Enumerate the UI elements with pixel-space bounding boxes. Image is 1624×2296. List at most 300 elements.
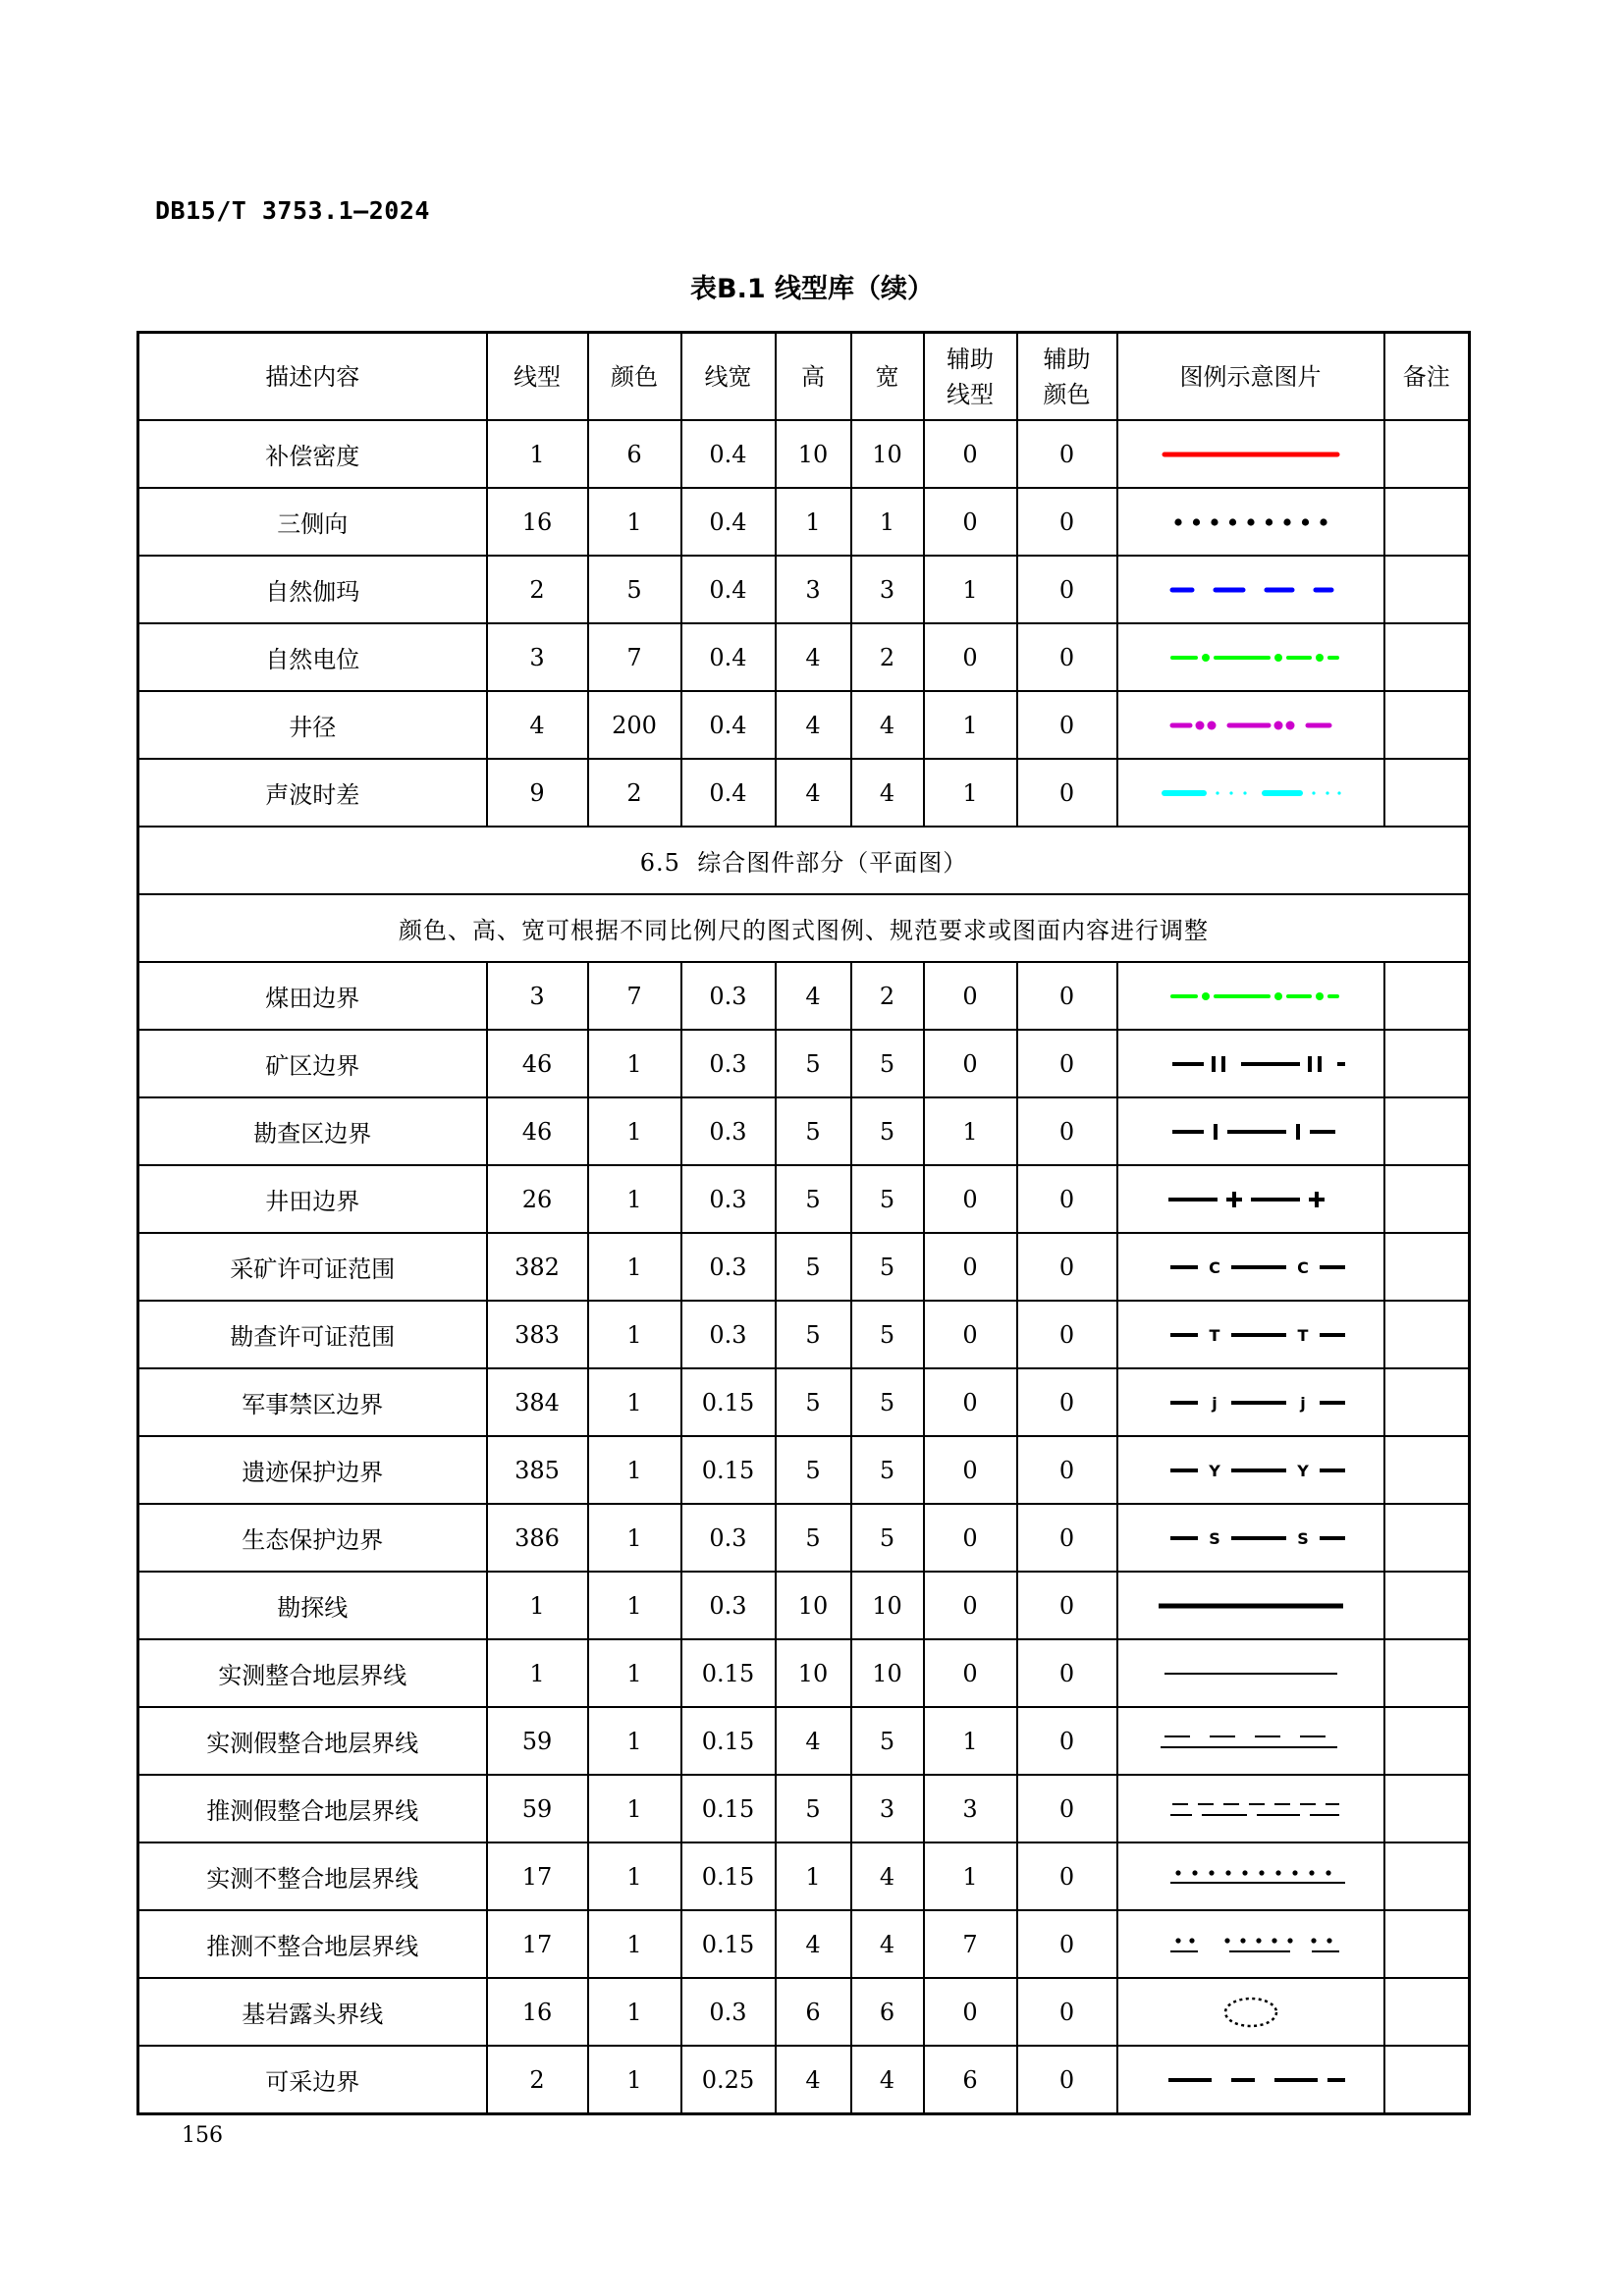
row-height: 5 xyxy=(776,1097,851,1165)
row-note xyxy=(1384,1165,1470,1233)
row-line-type: 46 xyxy=(487,1097,588,1165)
row-note xyxy=(1384,420,1470,488)
table-row xyxy=(138,1301,1470,1368)
row-color: 2 xyxy=(588,759,681,827)
table-row xyxy=(138,1572,1470,1639)
row-aux-color: 0 xyxy=(1017,1504,1117,1572)
row-line-width: 0.15 xyxy=(681,1368,776,1436)
table-title: 表B.1 线型库（续） xyxy=(689,274,935,304)
section-note-row xyxy=(138,894,1470,962)
legend-solid-thin xyxy=(1153,1654,1349,1693)
row-description: 自然伽玛 xyxy=(138,556,487,623)
row-legend xyxy=(1117,1368,1384,1436)
row-width: 4 xyxy=(851,1910,924,1978)
row-width: 4 xyxy=(851,2046,924,2114)
legend-solid-red xyxy=(1153,435,1349,474)
row-height: 10 xyxy=(776,1639,851,1707)
row-aux-color: 0 xyxy=(1017,1030,1117,1097)
legend-letter: C xyxy=(1208,1257,1220,1277)
table-row xyxy=(138,2046,1470,2114)
table-row xyxy=(138,1097,1470,1165)
row-line-width: 0.4 xyxy=(681,488,776,556)
row-note xyxy=(1384,623,1470,691)
header-aux-color: 辅助 颜色 xyxy=(1017,333,1117,421)
row-line-width: 0.3 xyxy=(681,1301,776,1368)
row-aux-line-type: 0 xyxy=(924,962,1017,1030)
row-line-type: 2 xyxy=(487,2046,588,2114)
row-color: 1 xyxy=(588,1301,681,1368)
row-description: 勘查许可证范围 xyxy=(138,1301,487,1368)
table-row xyxy=(138,1639,1470,1707)
row-height: 4 xyxy=(776,962,851,1030)
header-height: 高 xyxy=(776,333,851,421)
legend-dashdotdot-purple xyxy=(1153,706,1349,745)
row-aux-line-type: 0 xyxy=(924,623,1017,691)
row-note xyxy=(1384,2046,1470,2114)
row-note xyxy=(1384,1368,1470,1436)
row-description: 声波时差 xyxy=(138,759,487,827)
header-line-width: 线宽 xyxy=(681,333,776,421)
row-color: 1 xyxy=(588,1842,681,1910)
page-number: 156 xyxy=(182,2123,223,2148)
row-note xyxy=(1384,1639,1470,1707)
row-height: 4 xyxy=(776,2046,851,2114)
row-aux-color: 0 xyxy=(1017,691,1117,759)
row-legend xyxy=(1117,420,1384,488)
row-color: 1 xyxy=(588,2046,681,2114)
legend-letter: C xyxy=(1296,1257,1309,1277)
row-line-width: 0.4 xyxy=(681,420,776,488)
row-aux-line-type: 0 xyxy=(924,420,1017,488)
row-color: 200 xyxy=(588,691,681,759)
row-height: 5 xyxy=(776,1436,851,1504)
row-aux-color: 0 xyxy=(1017,1978,1117,2046)
table-body-composite xyxy=(138,962,1470,2114)
row-color: 1 xyxy=(588,1775,681,1842)
legend-letter: Y xyxy=(1296,1461,1309,1480)
row-aux-line-type: 0 xyxy=(924,1639,1017,1707)
row-line-width: 0.4 xyxy=(681,691,776,759)
row-color: 1 xyxy=(588,1233,681,1301)
legend-dots-over-line xyxy=(1153,1857,1349,1896)
row-legend xyxy=(1117,1572,1384,1639)
row-line-type: 46 xyxy=(487,1030,588,1097)
row-note xyxy=(1384,1910,1470,1978)
row-height: 10 xyxy=(776,1572,851,1639)
row-line-width: 0.4 xyxy=(681,623,776,691)
row-line-type: 3 xyxy=(487,962,588,1030)
document-id: DB15/T 3753.1—2024 xyxy=(155,196,430,225)
row-color: 1 xyxy=(588,488,681,556)
row-width: 5 xyxy=(851,1368,924,1436)
row-color: 7 xyxy=(588,623,681,691)
table-row xyxy=(138,1436,1470,1504)
row-aux-line-type: 1 xyxy=(924,759,1017,827)
row-line-width: 0.3 xyxy=(681,1165,776,1233)
legend-dash-letter xyxy=(1153,1383,1349,1422)
row-legend xyxy=(1117,1639,1384,1707)
row-height: 5 xyxy=(776,1301,851,1368)
legend-letter: T xyxy=(1209,1325,1219,1345)
header-description: 描述内容 xyxy=(138,333,487,421)
row-legend xyxy=(1117,759,1384,827)
row-width: 3 xyxy=(851,556,924,623)
row-width: 2 xyxy=(851,962,924,1030)
row-width: 4 xyxy=(851,1842,924,1910)
row-aux-line-type: 1 xyxy=(924,691,1017,759)
row-note xyxy=(1384,1775,1470,1842)
row-line-width: 0.3 xyxy=(681,962,776,1030)
row-color: 6 xyxy=(588,420,681,488)
row-line-width: 0.15 xyxy=(681,1707,776,1775)
row-description: 补偿密度 xyxy=(138,420,487,488)
row-aux-line-type: 0 xyxy=(924,1301,1017,1368)
row-aux-line-type: 7 xyxy=(924,1910,1017,1978)
row-line-width: 0.3 xyxy=(681,1233,776,1301)
row-line-type: 16 xyxy=(487,1978,588,2046)
row-legend xyxy=(1117,488,1384,556)
table-row xyxy=(138,1165,1470,1233)
row-color: 7 xyxy=(588,962,681,1030)
row-width: 4 xyxy=(851,691,924,759)
row-aux-color: 0 xyxy=(1017,1233,1117,1301)
row-line-type: 59 xyxy=(487,1775,588,1842)
legend-dash-letter xyxy=(1153,1315,1349,1355)
row-aux-color: 0 xyxy=(1017,1910,1117,1978)
row-description: 基岩露头界线 xyxy=(138,1978,487,2046)
row-width: 5 xyxy=(851,1030,924,1097)
row-height: 6 xyxy=(776,1978,851,2046)
row-description: 勘查区边界 xyxy=(138,1097,487,1165)
legend-dash-letter xyxy=(1153,1451,1349,1490)
row-legend xyxy=(1117,1910,1384,1978)
row-width: 5 xyxy=(851,1233,924,1301)
row-line-width: 0.25 xyxy=(681,2046,776,2114)
row-note xyxy=(1384,1030,1470,1097)
row-aux-color: 0 xyxy=(1017,1775,1117,1842)
row-aux-color: 0 xyxy=(1017,1301,1117,1368)
table-row xyxy=(138,759,1470,827)
header-legend: 图例示意图片 xyxy=(1117,333,1384,421)
row-aux-line-type: 0 xyxy=(924,1978,1017,2046)
row-legend xyxy=(1117,1436,1384,1504)
row-width: 5 xyxy=(851,1097,924,1165)
row-aux-color: 0 xyxy=(1017,1436,1117,1504)
legend-dash-single-bar xyxy=(1153,1112,1349,1151)
row-note xyxy=(1384,1842,1470,1910)
row-color: 5 xyxy=(588,556,681,623)
row-aux-color: 0 xyxy=(1017,1165,1117,1233)
row-line-type: 17 xyxy=(487,1842,588,1910)
row-description: 实测不整合地层界线 xyxy=(138,1842,487,1910)
row-legend xyxy=(1117,1301,1384,1368)
legend-letter: S xyxy=(1208,1528,1220,1548)
table-row xyxy=(138,623,1470,691)
row-aux-line-type: 0 xyxy=(924,1165,1017,1233)
table-row xyxy=(138,1030,1470,1097)
row-line-type: 384 xyxy=(487,1368,588,1436)
header-width: 宽 xyxy=(851,333,924,421)
row-line-type: 2 xyxy=(487,556,588,623)
row-aux-line-type: 6 xyxy=(924,2046,1017,2114)
row-note xyxy=(1384,1504,1470,1572)
row-legend xyxy=(1117,556,1384,623)
row-line-type: 3 xyxy=(487,623,588,691)
row-line-width: 0.4 xyxy=(681,759,776,827)
legend-dashdot-green xyxy=(1153,638,1349,677)
legend-solid-thick xyxy=(1153,1586,1349,1626)
row-color: 1 xyxy=(588,1707,681,1775)
row-aux-line-type: 1 xyxy=(924,556,1017,623)
row-height: 5 xyxy=(776,1504,851,1572)
row-aux-color: 0 xyxy=(1017,2046,1117,2114)
row-note xyxy=(1384,1436,1470,1504)
row-aux-line-type: 1 xyxy=(924,1097,1017,1165)
row-width: 6 xyxy=(851,1978,924,2046)
row-aux-color: 0 xyxy=(1017,623,1117,691)
table-row xyxy=(138,1504,1470,1572)
row-color: 1 xyxy=(588,1436,681,1504)
row-height: 5 xyxy=(776,1368,851,1436)
row-line-type: 9 xyxy=(487,759,588,827)
legend-dash-letter xyxy=(1153,1519,1349,1558)
row-height: 5 xyxy=(776,1030,851,1097)
row-line-width: 0.3 xyxy=(681,1572,776,1639)
row-note xyxy=(1384,1233,1470,1301)
row-width: 10 xyxy=(851,420,924,488)
row-color: 1 xyxy=(588,1030,681,1097)
legend-dash-plus xyxy=(1153,1180,1349,1219)
row-note xyxy=(1384,1301,1470,1368)
row-description: 可采边界 xyxy=(138,2046,487,2114)
row-width: 5 xyxy=(851,1504,924,1572)
row-legend xyxy=(1117,1978,1384,2046)
row-aux-line-type: 1 xyxy=(924,1842,1017,1910)
legend-dashes-over-line xyxy=(1153,1722,1349,1761)
row-height: 4 xyxy=(776,623,851,691)
row-color: 1 xyxy=(588,1639,681,1707)
row-line-type: 4 xyxy=(487,691,588,759)
row-legend xyxy=(1117,1233,1384,1301)
row-width: 5 xyxy=(851,1707,924,1775)
row-note xyxy=(1384,488,1470,556)
row-height: 10 xyxy=(776,420,851,488)
row-note xyxy=(1384,1572,1470,1639)
row-height: 1 xyxy=(776,488,851,556)
row-aux-color: 0 xyxy=(1017,556,1117,623)
table-row xyxy=(138,962,1470,1030)
row-description: 实测假整合地层界线 xyxy=(138,1707,487,1775)
legend-long-short-dash xyxy=(1153,2060,1349,2100)
row-width: 2 xyxy=(851,623,924,691)
row-line-width: 0.15 xyxy=(681,1436,776,1504)
row-line-width: 0.4 xyxy=(681,556,776,623)
table-row xyxy=(138,1707,1470,1775)
table-body-logging xyxy=(138,420,1470,827)
row-note xyxy=(1384,691,1470,759)
row-color: 1 xyxy=(588,1910,681,1978)
row-line-type: 1 xyxy=(487,420,588,488)
row-height: 5 xyxy=(776,1775,851,1842)
row-line-type: 26 xyxy=(487,1165,588,1233)
row-height: 5 xyxy=(776,1165,851,1233)
row-aux-line-type: 0 xyxy=(924,1233,1017,1301)
row-note xyxy=(1384,1978,1470,2046)
row-height: 5 xyxy=(776,1233,851,1301)
row-description: 三侧向 xyxy=(138,488,487,556)
row-legend xyxy=(1117,1165,1384,1233)
legend-dashes-blue xyxy=(1153,570,1349,610)
row-note xyxy=(1384,1097,1470,1165)
row-line-width: 0.15 xyxy=(681,1910,776,1978)
table-row xyxy=(138,1842,1470,1910)
row-aux-line-type: 0 xyxy=(924,1030,1017,1097)
row-line-type: 382 xyxy=(487,1233,588,1301)
table-row xyxy=(138,1233,1470,1301)
legend-letter: j xyxy=(1299,1393,1306,1413)
row-description: 煤田边界 xyxy=(138,962,487,1030)
row-aux-line-type: 0 xyxy=(924,1504,1017,1572)
row-aux-color: 0 xyxy=(1017,488,1117,556)
row-line-width: 0.15 xyxy=(681,1842,776,1910)
row-color: 1 xyxy=(588,1165,681,1233)
row-line-type: 1 xyxy=(487,1639,588,1707)
row-color: 1 xyxy=(588,1368,681,1436)
section-title-row xyxy=(138,827,1470,894)
row-aux-color: 0 xyxy=(1017,1639,1117,1707)
row-aux-color: 0 xyxy=(1017,962,1117,1030)
row-aux-line-type: 0 xyxy=(924,488,1017,556)
row-note xyxy=(1384,759,1470,827)
row-line-width: 0.3 xyxy=(681,1504,776,1572)
row-legend xyxy=(1117,1842,1384,1910)
row-width: 5 xyxy=(851,1301,924,1368)
row-legend xyxy=(1117,962,1384,1030)
row-width: 5 xyxy=(851,1436,924,1504)
row-aux-color: 0 xyxy=(1017,759,1117,827)
row-width: 4 xyxy=(851,759,924,827)
header-line-type: 线型 xyxy=(487,333,588,421)
row-aux-line-type: 3 xyxy=(924,1775,1017,1842)
legend-dashes-over-dashes xyxy=(1153,1789,1349,1829)
legend-letter: T xyxy=(1297,1325,1308,1345)
row-color: 1 xyxy=(588,1097,681,1165)
legend-dashdot-green xyxy=(1153,977,1349,1016)
row-legend xyxy=(1117,1097,1384,1165)
row-line-type: 383 xyxy=(487,1301,588,1368)
row-description: 实测整合地层界线 xyxy=(138,1639,487,1707)
row-line-width: 0.3 xyxy=(681,1097,776,1165)
row-legend xyxy=(1117,1504,1384,1572)
row-note xyxy=(1384,556,1470,623)
row-legend xyxy=(1117,1707,1384,1775)
table-row xyxy=(138,1368,1470,1436)
row-description: 勘探线 xyxy=(138,1572,487,1639)
table-row xyxy=(138,420,1470,488)
row-width: 3 xyxy=(851,1775,924,1842)
header-row xyxy=(138,333,1470,421)
row-aux-color: 0 xyxy=(1017,1572,1117,1639)
table-row xyxy=(138,556,1470,623)
row-height: 3 xyxy=(776,556,851,623)
row-description: 遗迹保护边界 xyxy=(138,1436,487,1504)
row-aux-color: 0 xyxy=(1017,420,1117,488)
legend-dotted-ellipse xyxy=(1153,1993,1349,2032)
row-description: 井径 xyxy=(138,691,487,759)
legend-letter: S xyxy=(1296,1528,1309,1548)
row-line-type: 17 xyxy=(487,1910,588,1978)
row-height: 4 xyxy=(776,691,851,759)
legend-dash-smalldots-cyan xyxy=(1153,774,1349,813)
table-row xyxy=(138,691,1470,759)
legend-dash-double-bar xyxy=(1153,1044,1349,1084)
table-row xyxy=(138,1910,1470,1978)
row-height: 4 xyxy=(776,1707,851,1775)
row-legend xyxy=(1117,623,1384,691)
row-width: 5 xyxy=(851,1165,924,1233)
row-description: 推测假整合地层界线 xyxy=(138,1775,487,1842)
legend-dash-letter xyxy=(1153,1248,1349,1287)
row-line-type: 59 xyxy=(487,1707,588,1775)
row-description: 采矿许可证范围 xyxy=(138,1233,487,1301)
row-description: 军事禁区边界 xyxy=(138,1368,487,1436)
row-line-type: 385 xyxy=(487,1436,588,1504)
row-color: 1 xyxy=(588,1978,681,2046)
row-width: 10 xyxy=(851,1572,924,1639)
row-legend xyxy=(1117,691,1384,759)
row-line-width: 0.15 xyxy=(681,1775,776,1842)
line-type-table xyxy=(136,331,1471,2115)
table-row xyxy=(138,1978,1470,2046)
row-line-width: 0.15 xyxy=(681,1639,776,1707)
row-width: 1 xyxy=(851,488,924,556)
row-description: 井田边界 xyxy=(138,1165,487,1233)
legend-letter: j xyxy=(1211,1393,1218,1413)
row-legend xyxy=(1117,1775,1384,1842)
row-aux-line-type: 0 xyxy=(924,1436,1017,1504)
row-height: 4 xyxy=(776,1910,851,1978)
table-row xyxy=(138,488,1470,556)
row-description: 自然电位 xyxy=(138,623,487,691)
legend-dots-over-dashes xyxy=(1153,1925,1349,1964)
table-row xyxy=(138,1775,1470,1842)
legend-letter: Y xyxy=(1208,1461,1220,1480)
row-aux-color: 0 xyxy=(1017,1097,1117,1165)
row-aux-line-type: 0 xyxy=(924,1368,1017,1436)
row-width: 10 xyxy=(851,1639,924,1707)
row-height: 4 xyxy=(776,759,851,827)
header-note: 备注 xyxy=(1384,333,1470,421)
row-line-type: 16 xyxy=(487,488,588,556)
row-description: 推测不整合地层界线 xyxy=(138,1910,487,1978)
row-line-type: 1 xyxy=(487,1572,588,1639)
header-aux-line-type: 辅助 线型 xyxy=(924,333,1017,421)
row-description: 矿区边界 xyxy=(138,1030,487,1097)
row-legend xyxy=(1117,1030,1384,1097)
row-line-type: 386 xyxy=(487,1504,588,1572)
row-aux-color: 0 xyxy=(1017,1707,1117,1775)
section-title: 6.5 综合图件部分（平面图） xyxy=(138,827,1470,894)
row-aux-color: 0 xyxy=(1017,1368,1117,1436)
row-aux-line-type: 0 xyxy=(924,1572,1017,1639)
row-legend xyxy=(1117,2046,1384,2114)
row-description: 生态保护边界 xyxy=(138,1504,487,1572)
header-color: 颜色 xyxy=(588,333,681,421)
row-color: 1 xyxy=(588,1504,681,1572)
table-section xyxy=(138,827,1470,962)
row-note xyxy=(1384,962,1470,1030)
section-note: 颜色、高、宽可根据不同比例尺的图式图例、规范要求或图面内容进行调整 xyxy=(138,894,1470,962)
